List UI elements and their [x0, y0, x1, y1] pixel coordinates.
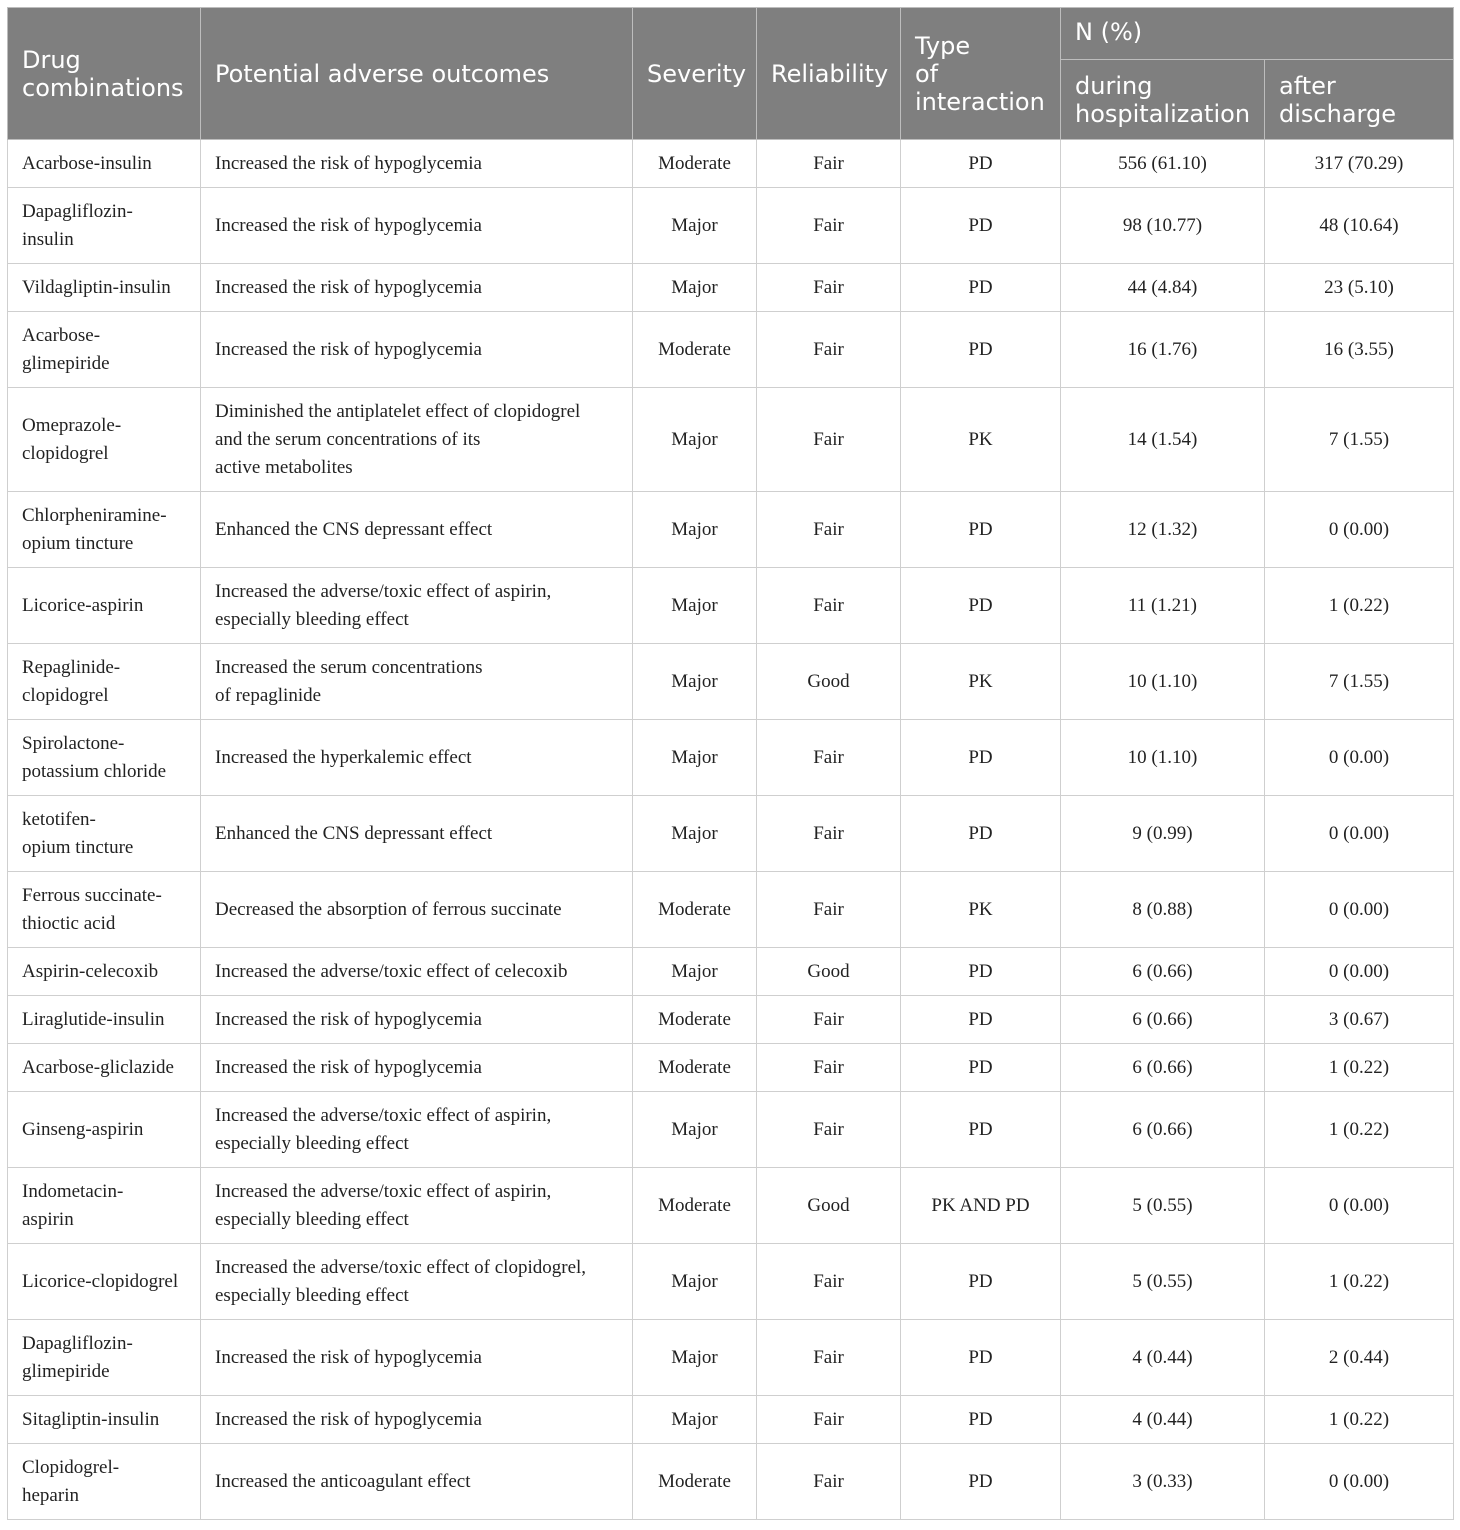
during-hospitalization-cell: 11 (1.21) — [1061, 568, 1265, 644]
after-discharge-cell: 0 (0.00) — [1265, 1444, 1454, 1520]
drug-combination-cell: Spirolactone- potassium chloride — [8, 720, 201, 796]
drug-combination-cell: Indometacin- aspirin — [8, 1168, 201, 1244]
reliability-cell: Fair — [757, 188, 901, 264]
header-adverse-outcomes: Potential adverse outcomes — [201, 8, 633, 140]
header-after-discharge: after discharge — [1265, 60, 1454, 140]
reliability-cell: Fair — [757, 1044, 901, 1092]
after-discharge-cell: 7 (1.55) — [1265, 644, 1454, 720]
severity-cell: Moderate — [633, 140, 757, 188]
drug-combination-cell: Acarbose- glimepiride — [8, 312, 201, 388]
severity-cell: Major — [633, 264, 757, 312]
adverse-outcome-cell: Decreased the absorption of ferrous succinate — [201, 872, 633, 948]
adverse-outcome-cell: Increased the risk of hypoglycemia — [201, 996, 633, 1044]
after-discharge-cell: 0 (0.00) — [1265, 796, 1454, 872]
drug-combination-cell: Ginseng-aspirin — [8, 1092, 201, 1168]
during-hospitalization-cell: 10 (1.10) — [1061, 720, 1265, 796]
during-hospitalization-cell: 6 (0.66) — [1061, 1044, 1265, 1092]
table-row — [8, 996, 1454, 1044]
during-hospitalization-cell: 8 (0.88) — [1061, 872, 1265, 948]
table-row — [8, 312, 1454, 388]
adverse-outcome-cell: Increased the risk of hypoglycemia — [201, 312, 633, 388]
during-hospitalization-cell: 5 (0.55) — [1061, 1168, 1265, 1244]
during-hospitalization-cell: 3 (0.33) — [1061, 1444, 1265, 1520]
after-discharge-cell: 0 (0.00) — [1265, 948, 1454, 996]
severity-cell: Major — [633, 1396, 757, 1444]
severity-cell: Moderate — [633, 872, 757, 948]
after-discharge-cell: 1 (0.22) — [1265, 568, 1454, 644]
severity-cell: Major — [633, 1092, 757, 1168]
severity-cell: Moderate — [633, 312, 757, 388]
interaction-type-cell: PD — [901, 948, 1061, 996]
adverse-outcome-cell: Increased the risk of hypoglycemia — [201, 1320, 633, 1396]
reliability-cell: Fair — [757, 1244, 901, 1320]
table-row — [8, 1168, 1454, 1244]
after-discharge-cell: 1 (0.22) — [1265, 1092, 1454, 1168]
reliability-cell: Good — [757, 948, 901, 996]
drug-combination-cell: Clopidogrel- heparin — [8, 1444, 201, 1520]
table-row — [8, 1396, 1454, 1444]
during-hospitalization-cell: 12 (1.32) — [1061, 492, 1265, 568]
after-discharge-cell: 23 (5.10) — [1265, 264, 1454, 312]
interaction-type-cell: PD — [901, 1244, 1061, 1320]
during-hospitalization-cell: 98 (10.77) — [1061, 188, 1265, 264]
adverse-outcome-cell: Increased the risk of hypoglycemia — [201, 1396, 633, 1444]
drug-combination-cell: Aspirin-celecoxib — [8, 948, 201, 996]
drug-combination-cell: Licorice-clopidogrel — [8, 1244, 201, 1320]
during-hospitalization-cell: 14 (1.54) — [1061, 388, 1265, 492]
reliability-cell: Fair — [757, 1444, 901, 1520]
reliability-cell: Fair — [757, 312, 901, 388]
table-row — [8, 948, 1454, 996]
drug-combination-cell: Chlorpheniramine- opium tincture — [8, 492, 201, 568]
severity-cell: Major — [633, 388, 757, 492]
table-row — [8, 188, 1454, 264]
after-discharge-cell: 16 (3.55) — [1265, 312, 1454, 388]
header-severity: Severity — [633, 8, 757, 140]
interaction-type-cell: PD — [901, 140, 1061, 188]
interaction-type-cell: PD — [901, 796, 1061, 872]
interaction-type-cell: PD — [901, 568, 1061, 644]
during-hospitalization-cell: 6 (0.66) — [1061, 948, 1265, 996]
reliability-cell: Fair — [757, 996, 901, 1044]
after-discharge-cell: 0 (0.00) — [1265, 872, 1454, 948]
interaction-type-cell: PK AND PD — [901, 1168, 1061, 1244]
severity-cell: Major — [633, 568, 757, 644]
drug-combination-cell: ketotifen- opium tincture — [8, 796, 201, 872]
reliability-cell: Fair — [757, 568, 901, 644]
interaction-type-cell: PK — [901, 872, 1061, 948]
reliability-cell: Fair — [757, 388, 901, 492]
adverse-outcome-cell: Increased the anticoagulant effect — [201, 1444, 633, 1520]
interaction-type-cell: PD — [901, 1444, 1061, 1520]
interaction-type-cell: PD — [901, 264, 1061, 312]
table-row — [8, 568, 1454, 644]
table-row — [8, 388, 1454, 492]
table-row — [8, 796, 1454, 872]
drug-combination-cell: Dapagliflozin- glimepiride — [8, 1320, 201, 1396]
reliability-cell: Fair — [757, 140, 901, 188]
drug-combination-cell: Acarbose-gliclazide — [8, 1044, 201, 1092]
adverse-outcome-cell: Increased the adverse/toxic effect of aspirin, especially bleeding effect — [201, 1168, 633, 1244]
drug-combination-cell: Liraglutide-insulin — [8, 996, 201, 1044]
during-hospitalization-cell: 16 (1.76) — [1061, 312, 1265, 388]
during-hospitalization-cell: 9 (0.99) — [1061, 796, 1265, 872]
table-row — [8, 1444, 1454, 1520]
adverse-outcome-cell: Enhanced the CNS depressant effect — [201, 492, 633, 568]
during-hospitalization-cell: 5 (0.55) — [1061, 1244, 1265, 1320]
interaction-type-cell: PK — [901, 388, 1061, 492]
interaction-type-cell: PK — [901, 644, 1061, 720]
after-discharge-cell: 1 (0.22) — [1265, 1396, 1454, 1444]
adverse-outcome-cell: Enhanced the CNS depressant effect — [201, 796, 633, 872]
table-row — [8, 492, 1454, 568]
table-row — [8, 140, 1454, 188]
drug-combination-cell: Vildagliptin-insulin — [8, 264, 201, 312]
adverse-outcome-cell: Increased the risk of hypoglycemia — [201, 140, 633, 188]
interaction-type-cell: PD — [901, 996, 1061, 1044]
adverse-outcome-cell: Increased the adverse/toxic effect of aspirin, especially bleeding effect — [201, 568, 633, 644]
header-n-percent: N (%) — [1061, 8, 1454, 60]
interaction-type-cell: PD — [901, 1092, 1061, 1168]
header-reliability: Reliability — [757, 8, 901, 140]
severity-cell: Major — [633, 492, 757, 568]
table-row — [8, 1320, 1454, 1396]
during-hospitalization-cell: 6 (0.66) — [1061, 996, 1265, 1044]
after-discharge-cell: 2 (0.44) — [1265, 1320, 1454, 1396]
reliability-cell: Fair — [757, 720, 901, 796]
severity-cell: Moderate — [633, 1044, 757, 1092]
table-row — [8, 644, 1454, 720]
severity-cell: Moderate — [633, 996, 757, 1044]
during-hospitalization-cell: 6 (0.66) — [1061, 1092, 1265, 1168]
severity-cell: Moderate — [633, 1168, 757, 1244]
reliability-cell: Good — [757, 1168, 901, 1244]
interaction-type-cell: PD — [901, 720, 1061, 796]
table-row — [8, 720, 1454, 796]
adverse-outcome-cell: Increased the risk of hypoglycemia — [201, 264, 633, 312]
header-drug-combinations: Drug combinations — [8, 8, 201, 140]
header-interaction-type: Type of interaction — [901, 8, 1061, 140]
adverse-outcome-cell: Increased the serum concentrations of repaglinide — [201, 644, 633, 720]
during-hospitalization-cell: 4 (0.44) — [1061, 1320, 1265, 1396]
drug-combination-cell: Acarbose-insulin — [8, 140, 201, 188]
severity-cell: Major — [633, 644, 757, 720]
interaction-type-cell: PD — [901, 312, 1061, 388]
after-discharge-cell: 317 (70.29) — [1265, 140, 1454, 188]
drug-combination-cell: Dapagliflozin- insulin — [8, 188, 201, 264]
after-discharge-cell: 3 (0.67) — [1265, 996, 1454, 1044]
adverse-outcome-cell: Increased the risk of hypoglycemia — [201, 1044, 633, 1092]
during-hospitalization-cell: 4 (0.44) — [1061, 1396, 1265, 1444]
drug-combination-cell: Ferrous succinate- thioctic acid — [8, 872, 201, 948]
after-discharge-cell: 1 (0.22) — [1265, 1044, 1454, 1092]
table-row — [8, 264, 1454, 312]
reliability-cell: Good — [757, 644, 901, 720]
interaction-type-cell: PD — [901, 188, 1061, 264]
interaction-type-cell: PD — [901, 1320, 1061, 1396]
reliability-cell: Fair — [757, 1396, 901, 1444]
interaction-type-cell: PD — [901, 1044, 1061, 1092]
during-hospitalization-cell: 556 (61.10) — [1061, 140, 1265, 188]
interaction-type-cell: PD — [901, 492, 1061, 568]
header-during-hospitalization: during hospitalization — [1061, 60, 1265, 140]
severity-cell: Major — [633, 948, 757, 996]
after-discharge-cell: 0 (0.00) — [1265, 1168, 1454, 1244]
interaction-table — [7, 7, 1454, 1520]
after-discharge-cell: 7 (1.55) — [1265, 388, 1454, 492]
adverse-outcome-cell: Increased the adverse/toxic effect of clopidogrel, especially bleeding effect — [201, 1244, 633, 1320]
severity-cell: Major — [633, 720, 757, 796]
adverse-outcome-cell: Increased the adverse/toxic effect of aspirin, especially bleeding effect — [201, 1092, 633, 1168]
reliability-cell: Fair — [757, 872, 901, 948]
severity-cell: Moderate — [633, 1444, 757, 1520]
after-discharge-cell: 48 (10.64) — [1265, 188, 1454, 264]
table-row — [8, 1244, 1454, 1320]
drug-combination-cell: Repaglinide- clopidogrel — [8, 644, 201, 720]
drug-combination-cell: Licorice-aspirin — [8, 568, 201, 644]
after-discharge-cell: 0 (0.00) — [1265, 720, 1454, 796]
adverse-outcome-cell: Increased the hyperkalemic effect — [201, 720, 633, 796]
reliability-cell: Fair — [757, 264, 901, 312]
severity-cell: Major — [633, 796, 757, 872]
adverse-outcome-cell: Increased the adverse/toxic effect of celecoxib — [201, 948, 633, 996]
table-row — [8, 872, 1454, 948]
adverse-outcome-cell: Increased the risk of hypoglycemia — [201, 188, 633, 264]
after-discharge-cell: 1 (0.22) — [1265, 1244, 1454, 1320]
drug-combination-cell: Sitagliptin-insulin — [8, 1396, 201, 1444]
after-discharge-cell: 0 (0.00) — [1265, 492, 1454, 568]
reliability-cell: Fair — [757, 1320, 901, 1396]
during-hospitalization-cell: 10 (1.10) — [1061, 644, 1265, 720]
severity-cell: Major — [633, 188, 757, 264]
table-row — [8, 1092, 1454, 1168]
during-hospitalization-cell: 44 (4.84) — [1061, 264, 1265, 312]
table-row — [8, 1044, 1454, 1092]
severity-cell: Major — [633, 1320, 757, 1396]
interaction-type-cell: PD — [901, 1396, 1061, 1444]
reliability-cell: Fair — [757, 796, 901, 872]
drug-combination-cell: Omeprazole- clopidogrel — [8, 388, 201, 492]
severity-cell: Major — [633, 1244, 757, 1320]
adverse-outcome-cell: Diminished the antiplatelet effect of clopidogrel and the serum concentrations of its active metabolites — [201, 388, 633, 492]
reliability-cell: Fair — [757, 1092, 901, 1168]
reliability-cell: Fair — [757, 492, 901, 568]
